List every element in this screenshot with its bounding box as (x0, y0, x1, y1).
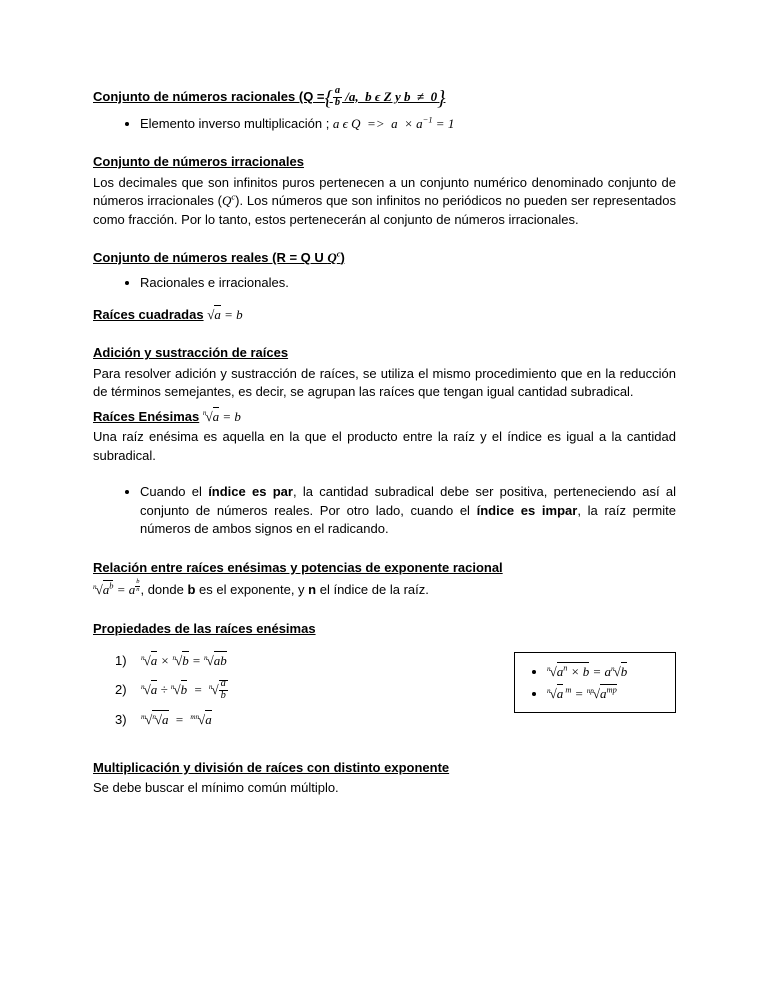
heading-nth-root-properties: Propiedades de las raíces enésimas (93, 620, 316, 636)
irrational-numbers-paragraph: Los decimales que son infinitos puros pertenecen a un conjunto numérico denominado conjunto de números irracionales $(Q^c)$. Los números que son infinitos no periódicos no pueden ser representados como fracción. Por lo tanto, estos pertenecerán al conjunto de números irracionales. (93, 174, 676, 227)
heading-nth-roots: Raíces Enésimas (93, 408, 200, 424)
section-irrational-numbers (93, 153, 676, 229)
properties-list (93, 652, 514, 739)
property-number-1: 1) (115, 652, 127, 668)
real-bullet-list (93, 274, 676, 292)
rational-exponents-formula: $^n√a^b = a$ $\frac{b}{n}$ , donde b es el exponente, y n el índice de la raíz. (93, 578, 429, 598)
nth-root-formula: $^n$√a = b (202, 408, 241, 424)
section-add-subtract-roots (93, 344, 676, 401)
nth-roots-line (93, 408, 676, 426)
heading-real-numbers: Conjunto de números reales (R = Q U $Q^c$) (93, 248, 345, 266)
section-nth-roots (93, 408, 676, 539)
property-item-3 (115, 711, 514, 729)
bullet-inverse-element: • Elemento inverso multiplicación ; a ϵ $Q => a \times a^{-1} = 1$ (140, 115, 676, 133)
property-formula-3: $^m$√$^n$√a = $^{mn}$√a (141, 712, 212, 728)
properties-box-list (517, 663, 665, 704)
property-number-3: 3) (115, 712, 127, 728)
property-number-2: 2) (115, 682, 127, 698)
rational-bullet-list (93, 115, 676, 133)
heading-rational-numbers (93, 86, 676, 109)
bullet-rational-irrational: • Racionales e irracionales. (140, 274, 676, 292)
square-root-formula: √a = b (207, 307, 243, 323)
property-item-1 (115, 652, 514, 670)
section-real-numbers (93, 249, 676, 292)
nth-roots-bullet-list (93, 483, 676, 538)
properties-box (514, 652, 676, 713)
heading-rational-exponents: Relación entre raíces enésimas y potencias de exponente racional (93, 559, 503, 575)
property-item-2 (115, 679, 514, 702)
square-roots-line (93, 306, 676, 324)
heading-irrational-numbers: Conjunto de números irracionales (93, 154, 304, 170)
properties-row (93, 652, 676, 739)
section-rational-numbers (93, 86, 676, 133)
rational-set-formula: { $\frac{a}{b}$ /a, b ϵ Z y b ≠ 0} (324, 85, 446, 110)
section-nth-root-properties (93, 620, 676, 739)
property-formula-1: $^n$√a × $^n$√b = $^n$√ab (141, 652, 227, 668)
heading-mult-div-roots: Multiplicación y división de raíces con distinto exponente (93, 759, 450, 775)
mult-div-roots-paragraph: Se debe buscar el mínimo común múltiplo. (93, 780, 339, 796)
nth-roots-paragraph: Una raíz enésima es aquella en la que el producto entre la raíz y el índice es igual a la cantidad subradical. (93, 429, 676, 463)
section-square-roots (93, 306, 676, 324)
section-rational-exponents (93, 559, 676, 600)
heading-add-subtract-roots: Adición y sustracción de raíces (93, 345, 289, 361)
property-formula-2: $^n$√a ÷ $^n$√b = $^n$√ $\frac{a}{b}$ (141, 678, 226, 702)
section-mult-div-roots (93, 759, 676, 798)
bullet-index-parity: • Cuando el índice es par, la cantidad subradical debe ser positiva, perteneciendo así al conjunto de números reales. Por otro lado, cuando el índice es impar, la raíz permite números de ambos signos en el radicando. (140, 483, 676, 538)
box-formula-1: • $^n√a^n \times b = a^n√b$ (547, 663, 665, 681)
add-subtract-roots-paragraph: Para resolver adición y sustracción de raíces, se utiliza el mismo procedimiento que en la reducción de términos semejantes, es decir, se agrupan las raíces que tengan igual cantidad subradical. (93, 365, 676, 400)
heading-square-roots: Raíces cuadradas (93, 307, 204, 323)
box-formula-2: • $^n$√a $^m = ^{np}√a^{mp}$ (547, 685, 665, 703)
heading-rational-numbers-text: Conjunto de números racionales (Q = (93, 88, 325, 104)
